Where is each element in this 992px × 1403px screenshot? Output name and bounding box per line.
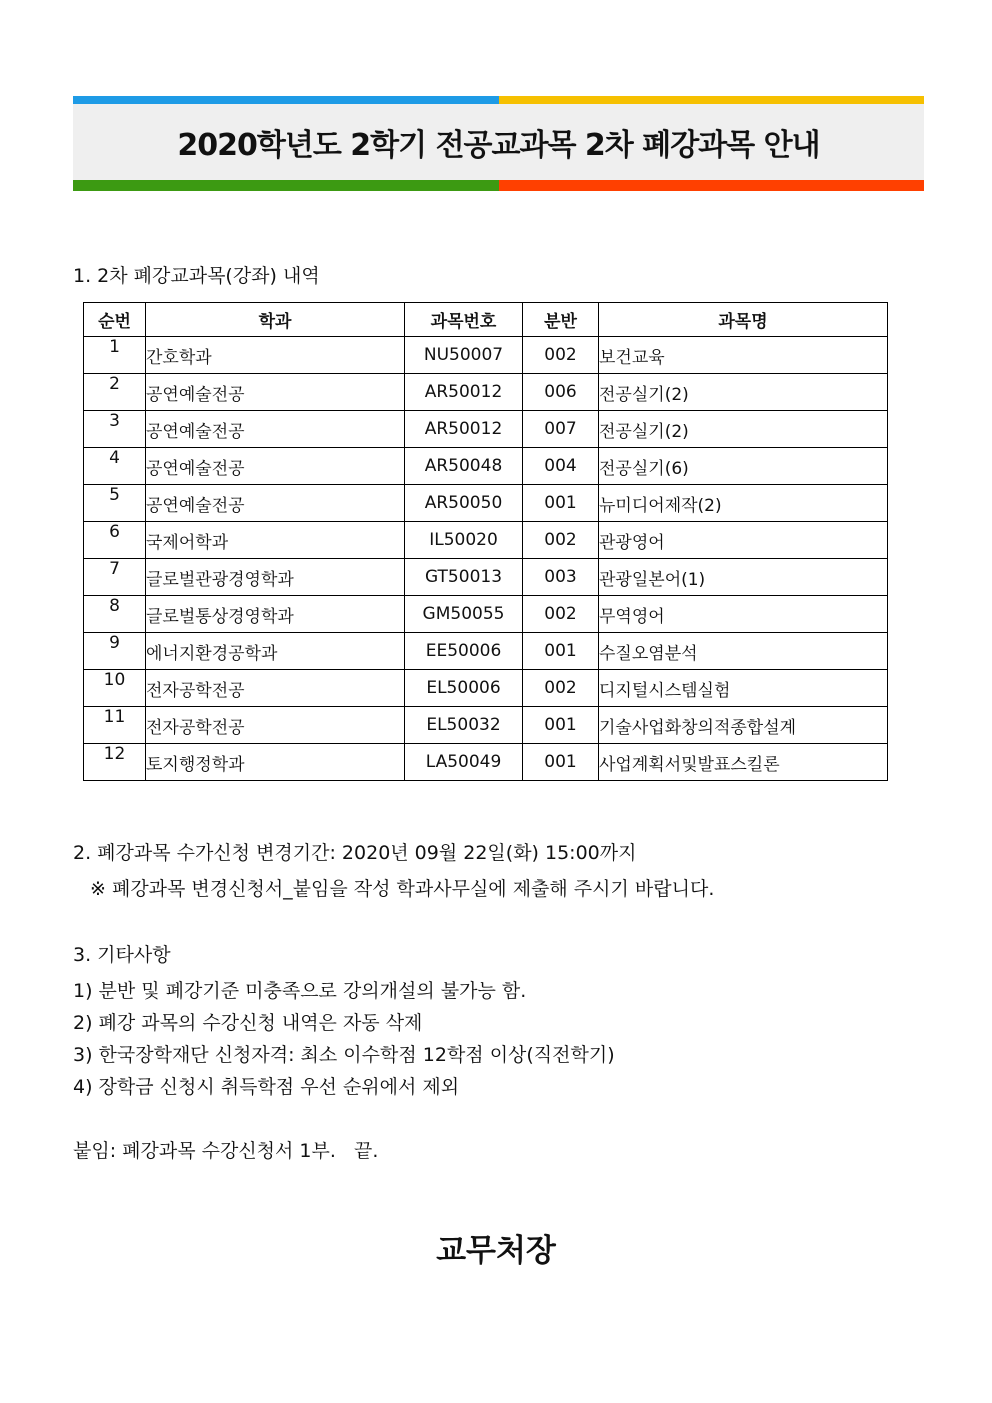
table-body bbox=[84, 337, 888, 781]
banner-top-bar-left bbox=[73, 96, 499, 104]
cell-dept: 글로벌관광경영학과 bbox=[146, 559, 405, 596]
cell-no: 5 bbox=[84, 485, 146, 522]
cell-section: 007 bbox=[523, 411, 599, 448]
cell-section: 002 bbox=[523, 670, 599, 707]
cell-name: 보건교육 bbox=[599, 337, 888, 374]
cell-dept: 전자공학전공 bbox=[146, 707, 405, 744]
notice-item-4: 4) 장학금 신청시 취득학점 우선 순위에서 제외 bbox=[73, 1076, 460, 1098]
table-row bbox=[84, 337, 888, 374]
cell-dept: 토지행정학과 bbox=[146, 744, 405, 781]
attachment-line: 붙임: 폐강과목 수강신청서 1부. 끝. bbox=[73, 1140, 379, 1162]
cell-no: 11 bbox=[84, 707, 146, 744]
cell-code: GM50055 bbox=[405, 596, 523, 633]
section1-title: 1. 2차 폐강교과목(강좌) 내역 bbox=[73, 265, 320, 287]
header-dept: 학과 bbox=[146, 303, 405, 337]
table-row bbox=[84, 485, 888, 522]
cell-name: 사업계획서및발표스킬론 bbox=[599, 744, 888, 781]
cell-no: 1 bbox=[84, 337, 146, 374]
cell-code: EL50006 bbox=[405, 670, 523, 707]
submission-note: ※ 폐강과목 변경신청서_붙임을 작성 학과사무실에 제출해 주시기 바랍니다. bbox=[90, 878, 715, 900]
cell-name: 수질오염분석 bbox=[599, 633, 888, 670]
cell-code: GT50013 bbox=[405, 559, 523, 596]
cell-code: LA50049 bbox=[405, 744, 523, 781]
title-banner bbox=[73, 96, 924, 191]
cell-name: 전공실기(6) bbox=[599, 448, 888, 485]
banner-bottom-bar-right bbox=[499, 180, 925, 191]
table-row bbox=[84, 633, 888, 670]
table-row bbox=[84, 707, 888, 744]
closed-courses-table bbox=[83, 302, 888, 781]
cell-no: 7 bbox=[84, 559, 146, 596]
section3-title: 3. 기타사항 bbox=[73, 944, 171, 966]
cell-section: 002 bbox=[523, 337, 599, 374]
cell-dept: 글로벌통상경영학과 bbox=[146, 596, 405, 633]
cell-code: EE50006 bbox=[405, 633, 523, 670]
cell-section: 001 bbox=[523, 633, 599, 670]
banner-bottom-bar bbox=[73, 180, 924, 191]
cell-name: 무역영어 bbox=[599, 596, 888, 633]
cell-name: 뉴미디어제작(2) bbox=[599, 485, 888, 522]
table-row bbox=[84, 411, 888, 448]
header-section: 분반 bbox=[523, 303, 599, 337]
cell-dept: 전자공학전공 bbox=[146, 670, 405, 707]
cell-dept: 간호학과 bbox=[146, 337, 405, 374]
cell-name: 전공실기(2) bbox=[599, 374, 888, 411]
change-period: 2. 폐강과목 수가신청 변경기간: 2020년 09월 22일(화) 15:00까지 bbox=[73, 842, 637, 864]
cell-name: 관광영어 bbox=[599, 522, 888, 559]
cell-section: 006 bbox=[523, 374, 599, 411]
table-row bbox=[84, 744, 888, 781]
cell-section: 003 bbox=[523, 559, 599, 596]
table-row bbox=[84, 596, 888, 633]
cell-code: EL50032 bbox=[405, 707, 523, 744]
cell-no: 12 bbox=[84, 744, 146, 781]
cell-name: 전공실기(2) bbox=[599, 411, 888, 448]
table-row bbox=[84, 374, 888, 411]
cell-no: 4 bbox=[84, 448, 146, 485]
cell-code: AR50012 bbox=[405, 374, 523, 411]
cell-section: 004 bbox=[523, 448, 599, 485]
cell-section: 002 bbox=[523, 522, 599, 559]
cell-no: 3 bbox=[84, 411, 146, 448]
cell-dept: 에너지환경공학과 bbox=[146, 633, 405, 670]
header-no: 순번 bbox=[84, 303, 146, 337]
cell-section: 001 bbox=[523, 485, 599, 522]
cell-code: AR50050 bbox=[405, 485, 523, 522]
signature-office: 교무처장 bbox=[436, 1233, 556, 1269]
cell-dept: 공연예술전공 bbox=[146, 411, 405, 448]
cell-no: 6 bbox=[84, 522, 146, 559]
header-name: 과목명 bbox=[599, 303, 888, 337]
banner-top-bar bbox=[73, 96, 924, 104]
cell-dept: 공연예술전공 bbox=[146, 374, 405, 411]
notice-item-1: 1) 분반 및 폐강기준 미충족으로 강의개설의 불가능 함. bbox=[73, 980, 527, 1002]
cell-name: 기술사업화창의적종합설계 bbox=[599, 707, 888, 744]
cell-no: 8 bbox=[84, 596, 146, 633]
table-row bbox=[84, 448, 888, 485]
notice-item-3: 3) 한국장학재단 신청자격: 최소 이수학점 12학점 이상(직전학기) bbox=[73, 1044, 615, 1066]
cell-section: 001 bbox=[523, 744, 599, 781]
cell-no: 9 bbox=[84, 633, 146, 670]
cell-dept: 국제어학과 bbox=[146, 522, 405, 559]
page-title: 2020학년도 2학기 전공교과목 2차 폐강과목 안내 bbox=[177, 128, 820, 163]
table-row bbox=[84, 559, 888, 596]
cell-code: AR50048 bbox=[405, 448, 523, 485]
cell-code: NU50007 bbox=[405, 337, 523, 374]
notice-item-2: 2) 폐강 과목의 수강신청 내역은 자동 삭제 bbox=[73, 1012, 423, 1034]
cell-dept: 공연예술전공 bbox=[146, 448, 405, 485]
cell-no: 10 bbox=[84, 670, 146, 707]
cell-no: 2 bbox=[84, 374, 146, 411]
cell-code: IL50020 bbox=[405, 522, 523, 559]
cell-name: 관광일본어(1) bbox=[599, 559, 888, 596]
cell-code: AR50012 bbox=[405, 411, 523, 448]
cell-dept: 공연예술전공 bbox=[146, 485, 405, 522]
table-row bbox=[84, 522, 888, 559]
cell-section: 001 bbox=[523, 707, 599, 744]
cell-name: 디지털시스템실험 bbox=[599, 670, 888, 707]
header-code: 과목번호 bbox=[405, 303, 523, 337]
banner-top-bar-right bbox=[499, 96, 925, 104]
cell-section: 002 bbox=[523, 596, 599, 633]
banner-bottom-bar-left bbox=[73, 180, 499, 191]
table-header-row bbox=[84, 303, 888, 337]
table-row bbox=[84, 670, 888, 707]
